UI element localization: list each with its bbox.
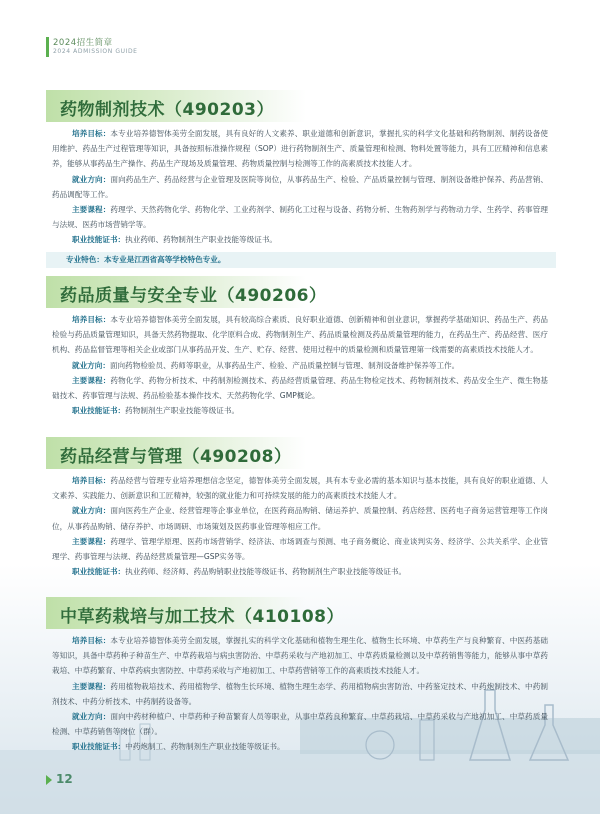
field-text: 本专业培养德智体美劳全面发展，掌握扎实的科学文化基础和植物生理生化、植物生长环境、中草药生产与良种繁育、中医药基础等知识，具备中草药种子种苗生产、中草药栽培与病虫害防治、中草药采收与产地初加工、中草药质量检测以及中草药销售等能力，能够从事中草药栽培、中草药繁育、中草药病虫害防控、中草药采收与产地初加工、中草药营销等工作的高素质技术技能人才。: [52, 636, 549, 676]
field-label: 就业方向：: [72, 360, 110, 370]
paragraph-courses: [46, 679, 556, 709]
section-drug-management: [46, 437, 556, 579]
field-label: 职业技能证书：: [72, 406, 126, 416]
field-text: 面向药物检验员、药师等职业，从事药品生产、检验、产品质量控制与管理、制剂设备维护保养等工作。: [109, 360, 460, 370]
paragraph-courses: [46, 373, 556, 403]
field-text: 本专业培养德智体美劳全面发展，具有较高综合素质、良好职业道德、创新精神和创业意识，掌握药学基础知识、药品生产、药品检验与药品质量管理知识，具备天然药物提取、化学原料合成、药物制剂生产、药品质量检测及药品质量管理的能力，在药品生产、药品经营、医疗机构、药品监督管理等相关企业或部门从事药品开发、生产、贮存、经营、使用过程中的质量检测和质量管理第一线需要的高素质技术技能人才。: [52, 315, 549, 355]
field-label: 培养目标：: [72, 315, 111, 324]
paragraph-employment: [46, 172, 556, 202]
section-title: 中草药栽培与加工技术（410108）: [60, 607, 344, 627]
field-label: 职业技能证书：: [72, 567, 126, 577]
paragraph-training-goal: [46, 312, 556, 358]
paragraph-certificates: [46, 403, 556, 418]
paragraph-employment: [46, 503, 556, 533]
section-title-bar: [46, 276, 327, 308]
paragraph-certificates: [46, 739, 556, 754]
section-title-bar: [46, 90, 306, 122]
paragraph-training-goal: [46, 473, 556, 503]
field-text: 药理学、管理学原理、医药市场营销学、经济法、市场调查与预测、电子商务概论、商业谈判实务、经济学、公共关系学、企业管理学、药事管理与法规、药品经营质量管理—GSP实务等。: [52, 536, 549, 562]
section-title-bar: [46, 597, 344, 629]
paragraph-courses: [46, 534, 556, 564]
field-label: 培养目标：: [72, 129, 111, 138]
field-text: 药物化学、药物分析技术、中药制剂检测技术、药品经营质量管理、药品生物检定技术、药物制剂技术、药品安全生产、微生物基础技术、药事管理与法规、药品检验基本操作技术、天然药物化学、GMP概论。: [52, 375, 549, 401]
paragraph-employment: [46, 709, 556, 739]
field-label: 职业技能证书：: [72, 235, 126, 245]
field-label: 就业方向：: [72, 712, 111, 722]
section-drug-preparation: [46, 90, 556, 268]
section-title: 药品经营与管理（490208）: [60, 447, 292, 467]
section-herb-cultivation: [46, 597, 556, 755]
feature-banner: 专业特色：本专业是江西省高等学校特色专业。: [46, 252, 556, 268]
field-text: 执业药师、药物制剂生产职业技能等级证书。: [125, 235, 278, 245]
header-title: 2024招生简章: [53, 38, 113, 48]
paragraph-training-goal: [46, 633, 556, 679]
section-drug-quality-safety: [46, 276, 556, 418]
field-text: 面向药品生产、药品经营与企业管理及医院等岗位，从事药品生产、检验、产品质量控制与管理、制剂设备维护保养、药品营销、药品调配等工作。: [52, 174, 549, 199]
section-title: 药物制剂技术（490203）: [60, 100, 274, 120]
header-subtitle: 2024 ADMISSION GUIDE: [53, 48, 138, 55]
field-label: 主要课程：: [72, 536, 111, 546]
field-label: 培养目标：: [72, 636, 111, 645]
field-label: 就业方向：: [72, 174, 111, 184]
paragraph-courses: [46, 202, 556, 232]
field-text: 药物制剂生产职业技能等级证书。: [125, 406, 240, 416]
paragraph-certificates: [46, 564, 556, 579]
section-title-bar: [46, 437, 306, 469]
section-title: 药品质量与安全专业（490206）: [60, 286, 327, 306]
field-text: 中药炮制工、药物制剂生产职业技能等级证书。: [125, 742, 285, 752]
field-text: 面向医药生产企业、经营管理等企事业单位，在医药商品购销、储运养护、质量控制、药店经营、医药电子商务运营管理等工作岗位，从事药品购销、储存养护、市场调研、市场策划及医药事业管理等相应工作。: [52, 506, 549, 531]
field-label: 主要课程：: [72, 375, 111, 385]
field-label: 主要课程：: [72, 205, 111, 215]
page-number-text: 12: [56, 772, 73, 786]
header-accent-bar: [46, 37, 49, 57]
paragraph-certificates: [46, 232, 556, 247]
field-text: 药用植物栽培技术、药用植物学、植物生长环境、植物生理生态学、药用植物病虫害防治、中药鉴定技术、中药炮制技术、中药制剂技术、中药分析技术、中药制药设备等。: [52, 681, 549, 706]
field-text: 药理学、天然药物化学、药物化学、工业药剂学、制药化工过程与设备、药物分析、生物药剂学与药物动力学、生药学、药事管理与法规、医药市场营销学等。: [52, 205, 549, 230]
paragraph-employment: [46, 358, 556, 373]
field-label: 职业技能证书：: [72, 742, 126, 752]
arrow-right-icon: [46, 775, 52, 785]
field-text: 本专业培养德智体美劳全面发展，具有良好的人文素养、职业道德和创新意识，掌握扎实的科学文化基础和药物制剂、制药设备使用维护、药品生产过程管理等知识，具备按照标准操作规程（SOP）进行药物制剂生产、质量管理和检测、物料处置等能力，具有工匠精神和信息素养，能够从事药品生产操作、药品生产现场及质量管理、药物质量控制与检测等工作的高素质技术技能人才。: [52, 129, 549, 169]
field-text: 面向中药材种植户、中草药种子种苗繁育人员等职业，从事中草药良种繁育、中草药栽培、中草药采收与产地初加工、中草药质量检测、中草药销售等岗位（群）。: [52, 712, 549, 737]
field-text: 药品经营与管理专业培养理想信念坚定，德智体美劳全面发展，具有本专业必需的基本知识与基本技能，具有良好的职业道德、人文素养、实践能力、创新意识和工匠精神，较强的就业能力和可持续发展的能力的高素质技术技能人才。: [52, 476, 549, 501]
field-label: 就业方向：: [72, 506, 111, 516]
field-text: 执业药师、经济师、药品购销职业技能等级证书、药物制剂生产职业技能等级证书。: [125, 567, 407, 577]
field-label: 主要课程：: [72, 681, 111, 691]
field-label: 培养目标：: [72, 476, 111, 485]
paragraph-training-goal: [46, 126, 556, 172]
